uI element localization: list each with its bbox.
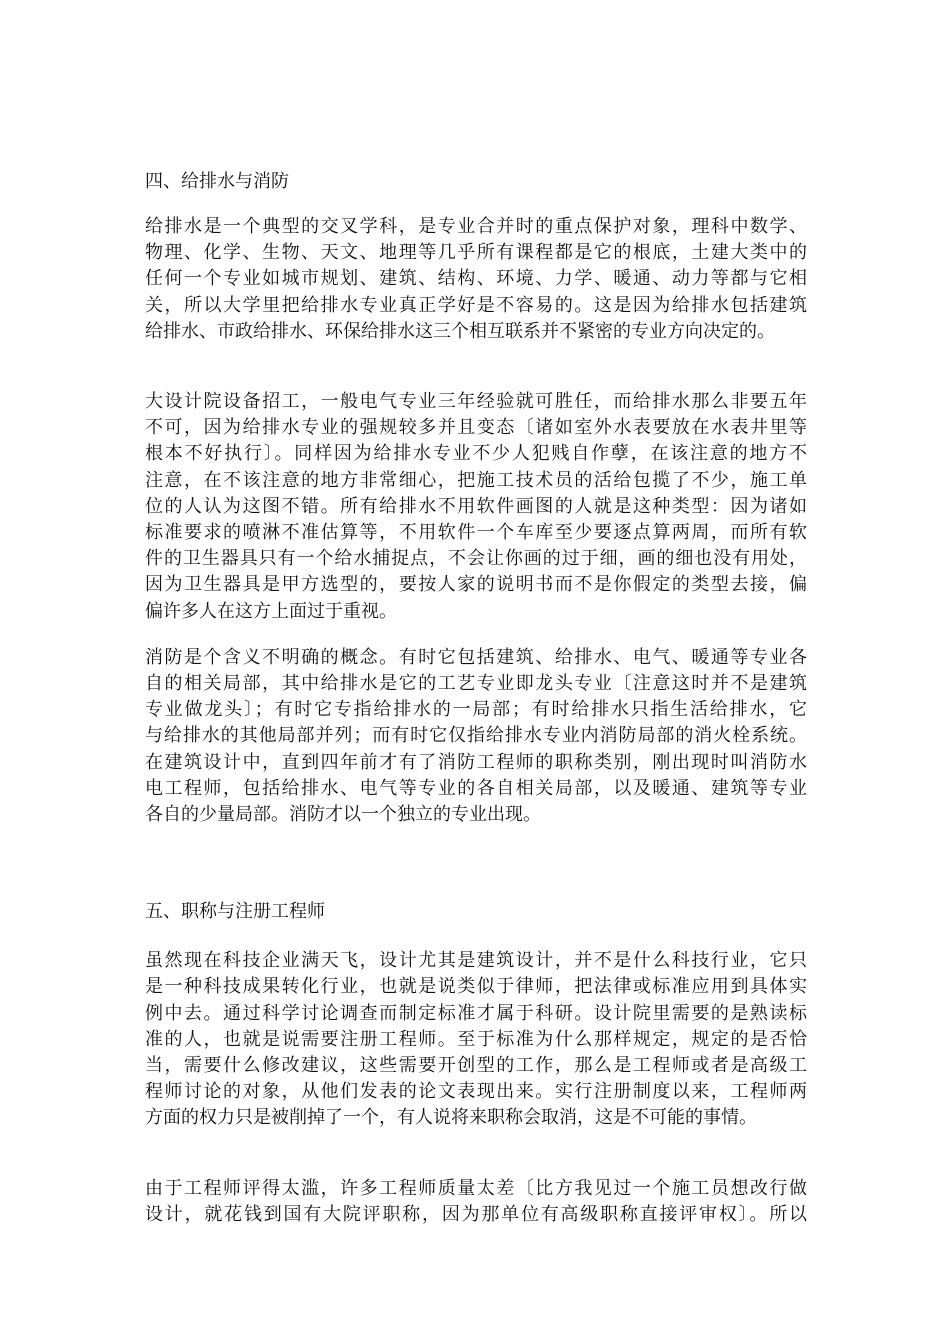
text-line: 专业做龙头〕；有时它专指给排水的一局部；有时给排水只指生活给排水，它 xyxy=(145,699,807,721)
text-line: 当，需要什么修改建议，这些需要开创型的工作，那么是工程师或者是高级工 xyxy=(145,1055,807,1077)
text-line: 标准要求的喷淋不准估算等，不用软件一个车库至少要逐点算两周，而所有软 xyxy=(145,522,807,544)
text-line: 给排水是一个典型的交叉学科，是专业合并时的重点保护对象，理科中数学、 xyxy=(145,216,807,237)
text-line: 物理、化学、生物、天文、地理等几乎所有课程都是它的根底，土建大类中的 xyxy=(145,242,807,264)
section-heading-4: 四、给排水与消防 xyxy=(145,171,289,192)
paragraph-engineer-quality xyxy=(145,1176,807,1228)
text-line: 准的人，也就是说需要注册工程师。至于标准为什么那样规定，规定的是否恰 xyxy=(145,1028,807,1050)
text-line: 与给排水的其他局部并列；而有时它仅指给排水专业内消防局部的消火栓系统。 xyxy=(145,725,807,747)
text-line: 不可，因为给排水专业的强规较多并且变态〔诸如室外水表要放在水表井里等 xyxy=(145,417,807,439)
text-line: 位的人认为这图不错。所有给排水不用软件画图的人就是这种类型：因为诸如 xyxy=(145,495,807,517)
paragraph-water-supply-intro xyxy=(145,214,807,345)
text-line: 自的相关局部，其中给排水是它的工艺专业即龙头专业〔注意这时并不是建筑 xyxy=(145,673,807,695)
text-line: 虽然现在科技企业满天飞，设计尤其是建筑设计，并不是什么科技行业，它只 xyxy=(145,950,807,972)
text-line: 给排水、市政给排水、环保给排水这三个相互联系并不紧密的专业方向决定的。 xyxy=(145,320,775,342)
text-line: 因为卫生器具是甲方选型的，要按人家的说明书而不是你假定的类型去接，偏 xyxy=(145,574,807,596)
paragraph-registered-engineer xyxy=(145,948,807,1131)
text-line: 例中去。通过科学讨论调查而制定标准才属于科研。设计院里需要的是熟读标 xyxy=(145,1002,807,1024)
text-line: 大设计院设备招工，一般电气专业三年经验就可胜任，而给排水那么非要五年 xyxy=(145,391,807,413)
text-line: 件的卫生器具只有一个给水捕捉点，不会让你画的过于细，画的细也没有用处， xyxy=(145,548,807,570)
text-line: 任何一个专业如城市规划、建筑、结构、环境、力学、暖通、动力等都与它相 xyxy=(145,268,807,290)
text-line: 方面的权力只是被削掉了一个，有人说将来职称会取消，这是不可能的事情。 xyxy=(145,1107,757,1129)
text-line: 是一种科技成果转化行业，也就是说类似于律师，把法律或标准应用到具体实 xyxy=(145,976,807,998)
text-line: 程师讨论的对象，从他们发表的论文表现出来。实行注册制度以来，工程师两 xyxy=(145,1081,807,1103)
text-line: 由于工程师评得太滥，许多工程师质量太差〔比方我见过一个施工员想改行做 xyxy=(145,1177,807,1199)
text-line: 偏许多人在这方上面过于重视。 xyxy=(145,600,397,622)
paragraph-fire-protection xyxy=(145,645,807,828)
text-line: 关，所以大学里把给排水专业真正学好是不容易的。这是因为给排水包括建筑 xyxy=(145,294,807,316)
text-line: 注意，在不该注意的地方非常细心，把施工技术员的活给包揽了不少，施工单 xyxy=(145,469,807,491)
text-line: 设计，就花钱到国有大院评职称，因为那单位有高级职称直接评审权〕。所以 xyxy=(145,1203,807,1225)
text-line: 在建筑设计中，直到四年前才有了消防工程师的职称类别，刚出现时叫消防水 xyxy=(145,751,807,773)
text-line: 各自的少量局部。消防才以一个独立的专业出现。 xyxy=(145,804,541,826)
text-line: 电工程师，包括给排水、电气等专业的各自相关局部，以及暖通、建筑等专业 xyxy=(145,777,807,799)
text-line: 根本不好执行〕。同样因为给排水专业不少人犯贱自作孽，在该注意的地方不 xyxy=(145,443,807,465)
text-line: 消防是个含义不明确的概念。有时它包括建筑、给排水、电气、暖通等专业各 xyxy=(145,646,807,668)
document-page xyxy=(145,168,807,1228)
paragraph-design-institute-hiring xyxy=(145,389,807,625)
section-heading-5: 五、职称与注册工程师 xyxy=(145,901,325,923)
